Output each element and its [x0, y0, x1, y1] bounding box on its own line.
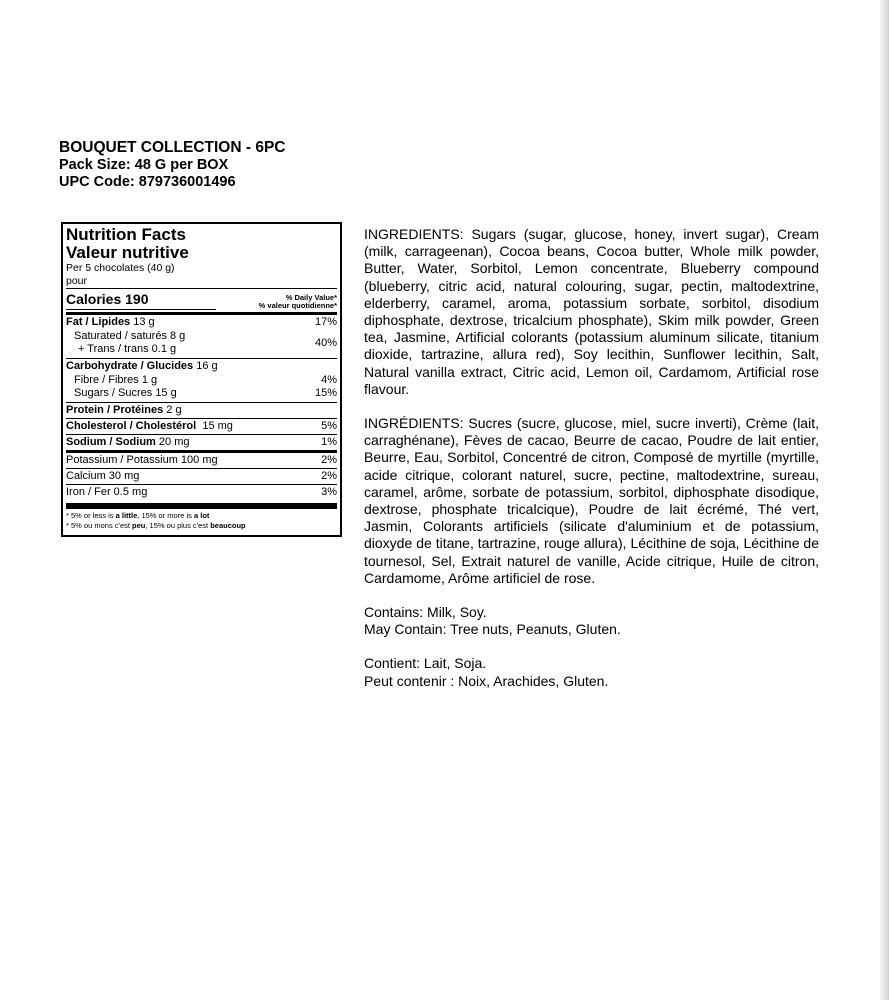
calcium-label: Calcium 30 mg	[66, 470, 140, 482]
fat-row	[66, 315, 337, 330]
sodium-label: Sodium / Sodium	[66, 436, 156, 448]
cholesterol-pct: 5%	[321, 420, 337, 432]
page-edge-shadow	[880, 0, 889, 1000]
calcium-pct: 2%	[321, 470, 337, 482]
saturated-trans-pct: 40%	[314, 336, 337, 349]
sugars-pct: 15%	[314, 387, 337, 399]
sodium-row	[66, 435, 337, 450]
iron-row	[66, 485, 337, 500]
contains-fr: Contient: Lait, Soja.	[364, 655, 487, 672]
trans-label: + Trans / trans 0.1 g	[78, 343, 177, 355]
sugars-row	[66, 387, 337, 400]
fibre-label: Fibre / Fibres 1 g	[74, 374, 158, 386]
sodium-amount: 20 mg	[158, 436, 190, 448]
contains-en: Contains: Milk, Soy.	[364, 604, 487, 621]
cholesterol-amount: 15 mg	[202, 420, 233, 432]
nutrition-facts-panel	[61, 222, 342, 537]
serving-size-fr: pour	[66, 275, 88, 287]
may-contain-fr: Peut contenir : Noix, Arachides, Gluten.	[364, 672, 609, 689]
serving-size: Per 5 chocolates (40 g)	[66, 262, 175, 274]
cholesterol-row	[66, 419, 337, 434]
carbohydrate-row	[66, 359, 337, 374]
calcium-row	[66, 469, 337, 484]
footnote-en: * 5% or less is a little, 15% or more is a lot	[66, 511, 210, 520]
potassium-row	[66, 453, 337, 468]
may-contain-en: May Contain: Tree nuts, Peanuts, Gluten.	[364, 621, 621, 638]
product-header	[59, 139, 285, 192]
potassium-pct: 2%	[321, 454, 337, 466]
iron-pct: 3%	[321, 486, 337, 498]
nutrition-title-fr: Valeur nutritive	[66, 243, 189, 262]
fat-pct: 17%	[314, 316, 337, 328]
ingredients-section	[364, 226, 819, 707]
sodium-pct: 1%	[321, 436, 337, 448]
allergens-en	[364, 604, 819, 638]
carbohydrate-label: Carbohydrate / Glucides	[66, 360, 194, 372]
daily-value-header	[259, 294, 337, 310]
footnote-fr: * 5% ou mons c'est peu, 15% ou plus c'est beaucoup	[66, 520, 246, 530]
protein-amount: 2 g	[166, 404, 182, 416]
daily-value-en: % Daily Value*	[285, 293, 337, 302]
calories-row	[66, 288, 337, 310]
allergens-fr	[364, 655, 819, 689]
protein-row	[66, 403, 337, 418]
ingredients-fr: INGRÉDIENTS: Sucres (sucre, glucose, miel, sucre inverti), Crème (lait, carraghénane), Fèves de cacao, Beurre de cacao, Poudre de lait entier, Beurre, Eau, Sorbitol, Concentré de citron, Composé de myrtille (myrtille, acide citrique, colorant naturel, sucre, pectine, maltodextrine, sureau, caramel, arôme, sorbate de potassium, sorbitol, diphosphate disodique, dextrose, phosphate tricalcique), Poudre de lait écrémé, Thé vert, Jasmin, Colorants artificiels (silicate d'aluminium et de potassium, dioxyde de titane, tartrazine, rouge allura), Lécithine de soja, Lécithine de tournesol, Sel, Extrait naturel de vanille, Acide citrique, Huile de citron, Cardamome, Arôme artificiel de rose.	[364, 415, 819, 586]
potassium-label: Potassium / Potassium 100 mg	[66, 454, 218, 466]
calories: Calories 190	[66, 291, 216, 310]
saturated-trans-group	[66, 330, 337, 356]
fat-label: Fat / Lipides	[66, 316, 131, 328]
fibre-row	[66, 374, 337, 387]
carbohydrate-amount: 16 g	[196, 360, 218, 372]
protein-label: Protein / Protéines	[66, 404, 164, 416]
iron-label: Iron / Fer 0.5 mg	[66, 486, 148, 498]
nutrition-title-en: Nutrition Facts	[66, 225, 186, 244]
fibre-pct: 4%	[321, 374, 337, 386]
saturated-label: Saturated / saturés 8 g	[74, 330, 186, 342]
sugars-label: Sugars / Sucres 15 g	[74, 387, 177, 399]
upc-code: UPC Code: 879736001496	[59, 174, 236, 190]
fat-amount: 13 g	[133, 316, 155, 328]
pack-size: Pack Size: 48 G per BOX	[59, 156, 229, 173]
ingredients-en: INGREDIENTS: Sugars (sugar, glucose, honey, invert sugar), Cream (milk, carrageenan), Cocoa beans, Cocoa butter, Whole milk powder, Butter, Water, Sorbitol, Lemon concentrate, Blueberry compound (blueberry, citric acid, natural colouring, sugar, pectin, maltodextrine, elderberry, caramel, aroma, potassium sorbate, sorbitol, disodium diphosphate, dextrose, tricalcium phosphate), Skim milk powder, Green tea, Jasmine, Artificial colorants (potassium aluminum silicate, titanium dioxide, tartrazine, allura red), Soy lecithin, Sunflower lecithin, Salt, Natural vanilla extract, Citric acid, Lemon oil, Cardamom, Artificial rose flavour.	[364, 226, 819, 397]
cholesterol-label: Cholesterol / Cholestérol	[66, 420, 197, 432]
product-title: BOUQUET COLLECTION - 6PC	[59, 139, 286, 156]
daily-value-fr: % valeur quotidienne*	[258, 301, 337, 310]
